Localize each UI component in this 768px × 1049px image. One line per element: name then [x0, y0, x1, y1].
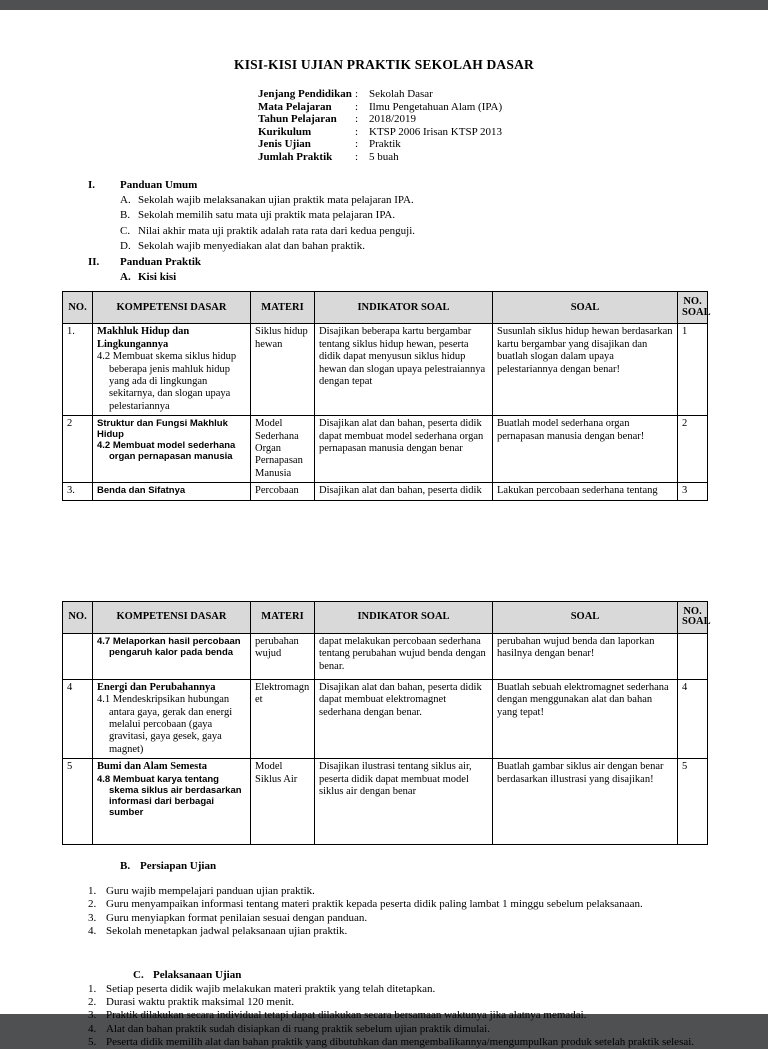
document-page: [0, 10, 768, 1048]
meta-label: Jenis Ujian: [258, 138, 311, 151]
subsection-letter: A.: [120, 271, 131, 283]
list-item: [120, 224, 768, 239]
table-row-3-continued: [63, 633, 708, 679]
list-item-text: Praktik dilakukan secara individual tetapi dapat dilakukan secara bersamaan waktunya jika alatnya memadai.: [106, 1009, 587, 1022]
table-row-3: [63, 483, 708, 500]
kisi-kisi-subheading: [120, 270, 768, 285]
list-item-number: 1.: [88, 885, 97, 898]
persiapan-list: [88, 885, 768, 938]
list-item-letter: C.: [120, 224, 131, 237]
meta-colon: :: [355, 125, 359, 138]
section-number: I.: [88, 178, 96, 191]
list-item-text: Sekolah memilih satu mata uji praktik mata pelajaran IPA.: [138, 209, 396, 222]
header-no: NO.: [63, 292, 93, 324]
kd-body: 4.1 Mendeskripsikan hubungan antara gaya, gerak dan energi melalui percobaan (gaya gravitasi, gaya gesek, gaya magnet): [97, 694, 233, 755]
cell-materi: Siklus hidup hewan: [251, 324, 315, 416]
header-kompetensi-dasar: KOMPETENSI DASAR: [93, 292, 251, 324]
list-item-number: 3.: [88, 1009, 97, 1022]
kd-body: 4.2 Membuat model sederhana organ pernapasan manusia: [97, 440, 236, 463]
list-item-number: 2.: [88, 996, 97, 1009]
table-row-4: [63, 679, 708, 758]
cell-kompetensi-dasar: [93, 324, 251, 416]
list-item-letter: A.: [120, 193, 131, 206]
kd-heading: Bumi dan Alam Semesta: [97, 761, 207, 773]
kd-heading: Struktur dan Fungsi Makhluk Hidup: [97, 418, 228, 441]
section-heading: [88, 178, 768, 193]
section-title: Pelaksanaan Ujian: [153, 968, 242, 981]
header-indikator-soal: INDIKATOR SOAL: [315, 601, 493, 633]
kd-heading: 4.7 Melaporkan hasil percobaan pengaruh kalor pada benda: [97, 635, 241, 658]
list-item-letter: D.: [120, 240, 131, 253]
meta-row: [258, 101, 768, 114]
meta-colon: :: [355, 113, 359, 126]
meta-row: [258, 151, 768, 164]
list-item: [88, 1036, 768, 1049]
cell-no: 3.: [63, 483, 93, 500]
metadata-block: [258, 88, 768, 164]
kd-heading: Makhluk Hidup dan Lingkungannya: [97, 326, 190, 350]
kd-body: 4.2 Membuat skema siklus hidup beberapa jenis mahluk hidup yang ada di lingkungan sekitarnya, dan slogan upaya pelestariannya: [97, 351, 237, 412]
header-kompetensi-dasar: KOMPETENSI DASAR: [93, 601, 251, 633]
list-item-text: Guru menyiapkan format penilaian sesuai dengan panduan.: [106, 911, 368, 924]
section-number: II.: [88, 255, 100, 268]
meta-value: Ilmu Pengetahuan Alam (IPA): [369, 100, 503, 113]
header-soal: SOAL: [493, 292, 678, 324]
cell-soal: Lakukan percobaan sederhana tentang: [493, 483, 678, 500]
header-soal: SOAL: [493, 601, 678, 633]
meta-row: [258, 138, 768, 151]
cell-soal: Buatlah model sederhana organ pernapasan manusia dengan benar!: [493, 416, 678, 483]
kd-heading: Benda dan Sifatnya: [97, 485, 186, 497]
cell-kompetensi-dasar: [93, 759, 251, 845]
meta-row: [258, 126, 768, 139]
list-item-text: Guru menyampaikan informasi tentang materi praktik kepada peserta didik paling lambat 1 minggu sebelum pelaksanaan.: [106, 898, 643, 911]
meta-colon: :: [355, 150, 359, 163]
cell-soal: Buatlah sebuah elektromagnet sederhana dengan menggunakan alat dan bahan yang tepat!: [493, 679, 678, 758]
header-no: NO.: [63, 601, 93, 633]
list-item-number: 4.: [88, 924, 97, 937]
list-item: [88, 1023, 768, 1036]
list-item: [120, 208, 768, 223]
cell-indikator: Disajikan ilustrasi tentang siklus air, peserta didik dapat membuat model siklus air dengan benar: [315, 759, 493, 845]
section-letter: B.: [120, 860, 131, 873]
pelaksanaan-list: [88, 983, 768, 1049]
header-no-soal: NO. SOAL: [678, 292, 708, 324]
table-header-row: [63, 601, 708, 633]
list-item-letter: B.: [120, 209, 131, 222]
meta-colon: :: [355, 138, 359, 151]
section-title: Panduan Umum: [120, 178, 198, 191]
section-letter: C.: [133, 968, 144, 981]
cell-indikator: Disajikan alat dan bahan, peserta didik dapat membuat elektromagnet sederhana dengan benar.: [315, 679, 493, 758]
table-row-5: [63, 759, 708, 845]
cell-soal: Buatlah gambar siklus air dengan benar berdasarkan illustrasi yang disajikan!: [493, 759, 678, 845]
list-item: [88, 885, 768, 898]
subsection-title: Kisi kisi: [138, 271, 177, 283]
list-item-text: Sekolah wajib melaksanakan ujian praktik mata pelajaran IPA.: [138, 193, 414, 206]
meta-row: [258, 113, 768, 126]
section-title: Persiapan Ujian: [140, 860, 217, 873]
cell-soal: Susunlah siklus hidup hewan berdasarkan kartu bergambar yang disajikan dan buatlah slogan dalam upaya pelestariannya dengan benar!: [493, 324, 678, 416]
cell-indikator: Disajikan alat dan bahan, peserta didik: [315, 483, 493, 500]
list-item: [88, 925, 768, 938]
cell-no-soal: 3: [678, 483, 708, 500]
cell-kompetensi-dasar: [93, 633, 251, 679]
list-item-number: 1.: [88, 982, 97, 995]
list-item: [88, 996, 768, 1009]
meta-value: Sekolah Dasar: [369, 88, 433, 100]
cell-no: [63, 633, 93, 679]
kisi-kisi-table-2: [62, 601, 711, 845]
kd-heading: Energi dan Perubahannya: [97, 681, 216, 693]
section-panduan-umum: [88, 178, 768, 270]
meta-label: Kurikulum: [258, 125, 312, 138]
list-item-text: Peserta didik memilih alat dan bahan praktik yang dibutuhkan dan mengembalikannya/mengumpulkan produk setelah praktik selesai.: [106, 1035, 695, 1048]
meta-label: Jenjang Pendidikan: [258, 88, 352, 100]
table-row-1: [63, 324, 708, 416]
list-item: [88, 1009, 768, 1022]
page-title: KISI-KISI UJIAN PRAKTIK SEKOLAH DASAR: [234, 57, 534, 72]
cell-no: 1.: [63, 324, 93, 416]
section-persiapan-heading: [120, 860, 768, 872]
cell-no-soal: 2: [678, 416, 708, 483]
cell-kompetensi-dasar: [93, 679, 251, 758]
table-header-row: [63, 292, 708, 324]
list-item: [88, 912, 768, 925]
table-row-2: [63, 416, 708, 483]
meta-label: Tahun Pelajaran: [258, 113, 337, 126]
list-item-text: Sekolah menetapkan jadwal pelaksanaan ujian praktik.: [106, 924, 348, 937]
list-item: [88, 983, 768, 996]
list-item-number: 5.: [88, 1035, 97, 1048]
cell-no: 5: [63, 759, 93, 845]
cell-no-soal: [678, 633, 708, 679]
cell-materi: Percobaan: [251, 483, 315, 500]
cell-no: 4: [63, 679, 93, 758]
cell-no-soal: 1: [678, 324, 708, 416]
meta-value: 2018/2019: [369, 113, 417, 126]
list-item-number: 3.: [88, 911, 97, 924]
section-title: Panduan Praktik: [120, 255, 201, 268]
header-indikator-soal: INDIKATOR SOAL: [315, 292, 493, 324]
cell-indikator: Disajikan alat dan bahan, peserta didik dapat membuat model sederhana organ pernapasan manusia dengan benar: [315, 416, 493, 483]
list-item-text: Guru wajib mempelajari panduan ujian praktik.: [106, 885, 315, 898]
section-heading-panduan-praktik: [88, 255, 768, 270]
header-materi: MATERI: [251, 292, 315, 324]
cell-materi: Model Sederhana Organ Pernapasan Manusia: [251, 416, 315, 483]
cell-materi: Elektromagnet: [251, 679, 315, 758]
cell-soal: perubahan wujud benda dan laporkan hasilnya dengan benar!: [493, 633, 678, 679]
cell-kompetensi-dasar: [93, 483, 251, 500]
list-item-number: 2.: [88, 898, 97, 911]
header-materi: MATERI: [251, 601, 315, 633]
cell-indikator: Disajikan beberapa kartu bergambar tentang siklus hidup hewan, peserta didik dapat menyusun siklus hidup hewan dan slogan upaya pelestraiannya dengan tepat: [315, 324, 493, 416]
list-item-number: 4.: [88, 1022, 97, 1035]
cell-materi: perubahan wujud: [251, 633, 315, 679]
cell-indikator: dapat melakukan percobaan sederhana tentang perubahan wujud benda dengan benar.: [315, 633, 493, 679]
section-items: [120, 193, 768, 255]
header-no-soal: NO. SOAL: [678, 601, 708, 633]
cell-no: 2: [63, 416, 93, 483]
meta-label: Mata Pelajaran: [258, 100, 332, 113]
list-item: [120, 239, 768, 254]
kd-body: 4.8 Membuat karya tentang skema siklus air berdasarkan informasi dari berbagai sumber: [97, 773, 242, 818]
meta-value: Praktik: [369, 138, 401, 151]
meta-row: [258, 88, 768, 101]
list-item-text: Alat dan bahan praktik sudah disiapkan di ruang praktik sebelum ujian praktik dimulai.: [106, 1022, 490, 1035]
meta-label: Jumlah Praktik: [258, 150, 333, 163]
cell-kompetensi-dasar: [93, 416, 251, 483]
list-item: [88, 898, 768, 911]
list-item-text: Setiap peserta didik wajib melakukan materi praktik yang telah ditetapkan.: [106, 982, 436, 995]
cell-no-soal: 4: [678, 679, 708, 758]
meta-value: KTSP 2006 Irisan KTSP 2013: [369, 125, 503, 138]
list-item: [120, 193, 768, 208]
cell-materi: Model Siklus Air: [251, 759, 315, 845]
meta-colon: :: [355, 88, 359, 100]
list-item-text: Durasi waktu praktik maksimal 120 menit.: [106, 996, 295, 1009]
list-item-text: Nilai akhir mata uji praktik adalah rata rata dari kedua penguji.: [138, 224, 416, 237]
section-pelaksanaan-heading: [133, 969, 768, 981]
list-item-text: Sekolah wajib menyediakan alat dan bahan praktik.: [138, 240, 365, 253]
meta-value: 5 buah: [369, 150, 399, 163]
kisi-kisi-table-1: [62, 291, 711, 500]
cell-no-soal: 5: [678, 759, 708, 845]
meta-colon: :: [355, 100, 359, 113]
